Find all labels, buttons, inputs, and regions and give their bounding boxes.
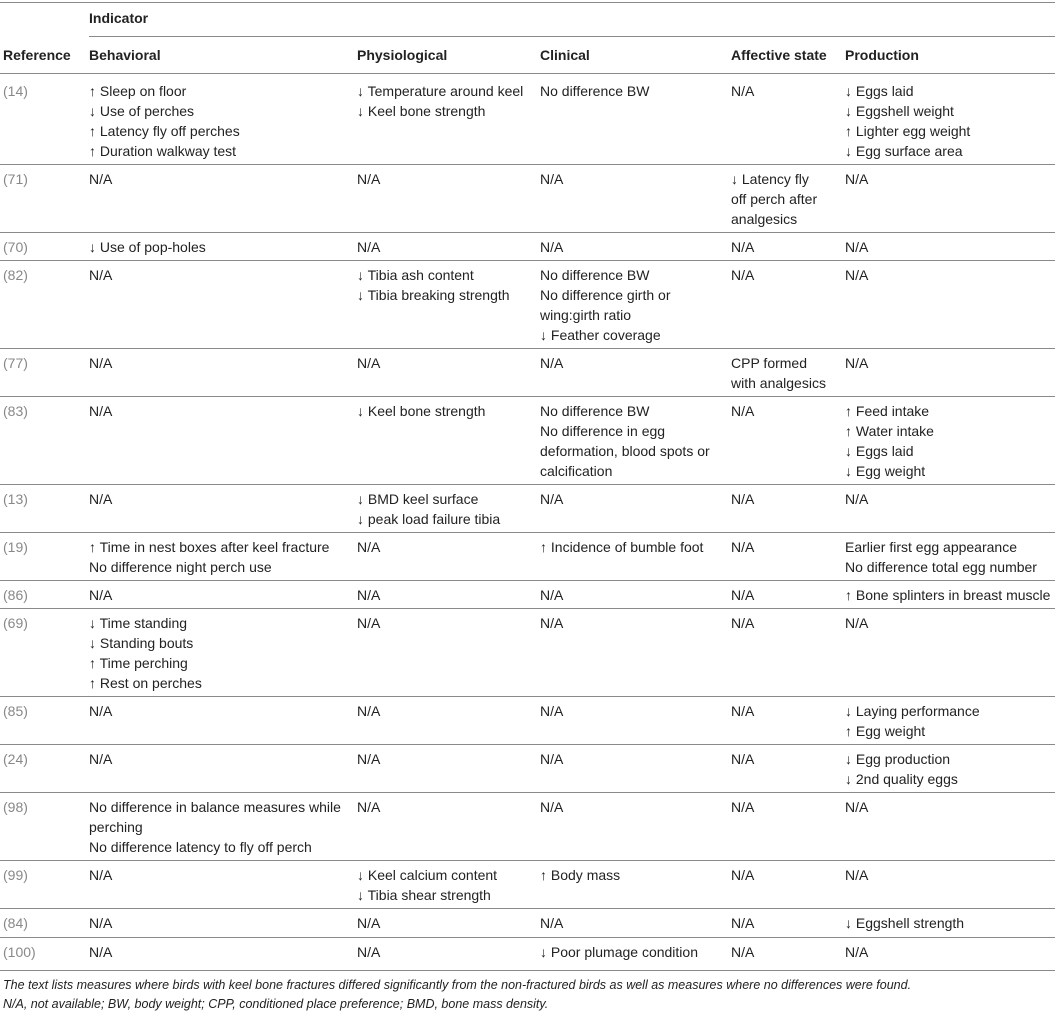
- affective-state-line: CPP formed: [731, 355, 807, 371]
- cell-clinical: [540, 81, 649, 101]
- cell-behavioral: [89, 585, 112, 605]
- affective-state-line: N/A: [731, 615, 755, 631]
- cell-production: [845, 537, 1037, 577]
- production-line: N/A: [845, 799, 869, 815]
- cell-production: [845, 797, 868, 817]
- behavioral-line: N/A: [89, 867, 113, 883]
- behavioral-line: N/A: [89, 587, 113, 603]
- cell-reference: [3, 749, 28, 769]
- physiological-line: N/A: [357, 703, 381, 719]
- production-line: No difference total egg number: [845, 559, 1037, 575]
- cell-physiological: [357, 913, 380, 933]
- cell-reference: [3, 81, 28, 101]
- cell-clinical: [540, 489, 563, 509]
- behavioral-line: N/A: [89, 915, 113, 931]
- cell-reference: [3, 353, 28, 373]
- cell-clinical: [540, 265, 670, 345]
- cell-behavioral: [89, 489, 112, 509]
- row-divider: [0, 908, 1055, 909]
- header-rule: [0, 73, 1055, 74]
- cell-physiological: [357, 701, 380, 721]
- production-line: N/A: [845, 267, 869, 283]
- production-line: ↑ Lighter egg weight: [845, 123, 971, 139]
- clinical-line: N/A: [540, 587, 564, 603]
- cell-production: [845, 613, 868, 633]
- clinical-line: No difference BW: [540, 403, 650, 419]
- clinical-line: ↑ Body mass: [540, 867, 621, 883]
- cell-affective-state: [731, 749, 754, 769]
- cell-reference: [3, 913, 28, 933]
- cell-behavioral: [89, 169, 112, 189]
- affective-state-line: N/A: [731, 915, 755, 931]
- row-divider: [0, 232, 1055, 233]
- cell-behavioral: [89, 401, 112, 421]
- affective-state-line: N/A: [731, 239, 755, 255]
- column-header-physiological: Physiological: [357, 47, 448, 63]
- cell-behavioral: [89, 797, 341, 857]
- cell-physiological: [357, 749, 380, 769]
- physiological-line: N/A: [357, 171, 381, 187]
- cell-behavioral: [89, 749, 112, 769]
- row-divider: [0, 937, 1055, 938]
- clinical-line: No difference in egg: [540, 423, 666, 439]
- cell-affective-state: [731, 797, 754, 817]
- cell-reference: [3, 169, 28, 189]
- affective-state-line: N/A: [731, 403, 755, 419]
- physiological-line: ↓ Tibia ash content: [357, 267, 474, 283]
- table-bottom-rule: [0, 970, 1055, 971]
- cell-physiological: [357, 237, 380, 257]
- row-divider: [0, 792, 1055, 793]
- behavioral-line: N/A: [89, 944, 113, 960]
- production-line: N/A: [845, 867, 869, 883]
- physiological-line: N/A: [357, 355, 381, 371]
- cell-clinical: [540, 237, 563, 257]
- row-divider: [0, 696, 1055, 697]
- row-divider: [0, 484, 1055, 485]
- physiological-line: ↓ Keel calcium content: [357, 867, 498, 883]
- affective-state-line: ↓ Latency fly: [731, 171, 809, 187]
- production-line: ↓ Egg production: [845, 751, 951, 767]
- clinical-line: ↓ Poor plumage condition: [540, 944, 698, 960]
- reference-line: (100): [3, 944, 36, 960]
- cell-production: [845, 169, 868, 189]
- production-line: ↓ Egg surface area: [845, 143, 963, 159]
- reference-line: (19): [3, 539, 28, 555]
- affective-state-line: N/A: [731, 267, 755, 283]
- physiological-line: ↓ Temperature around keel: [357, 83, 524, 99]
- affective-state-line: N/A: [731, 751, 755, 767]
- clinical-line: wing:girth ratio: [540, 307, 632, 323]
- production-line: ↑ Water intake: [845, 423, 934, 439]
- clinical-line: No difference BW: [540, 83, 650, 99]
- reference-line: (99): [3, 867, 28, 883]
- clinical-line: No difference BW: [540, 267, 650, 283]
- reference-line: (84): [3, 915, 28, 931]
- cell-affective-state: [731, 537, 754, 557]
- row-divider: [0, 348, 1055, 349]
- production-line: ↓ Eggs laid: [845, 443, 914, 459]
- physiological-line: N/A: [357, 944, 381, 960]
- clinical-line: N/A: [540, 171, 564, 187]
- cell-reference: [3, 401, 28, 421]
- behavioral-line: ↓ Standing bouts: [89, 635, 194, 651]
- indicator-group-label: Indicator: [89, 10, 149, 26]
- cell-reference: [3, 797, 28, 817]
- affective-state-line: N/A: [731, 799, 755, 815]
- physiological-line: ↓ Tibia shear strength: [357, 887, 491, 903]
- footnote-1: The text lists measures where birds with keel bone fractures differed significantly from the non-fractured birds as well as measures where no differences were found.: [3, 978, 912, 992]
- cell-clinical: [540, 537, 703, 557]
- cell-behavioral: [89, 913, 112, 933]
- production-line: ↓ Egg weight: [845, 463, 926, 479]
- clinical-line: No difference girth or: [540, 287, 671, 303]
- cell-physiological: [357, 489, 500, 529]
- behavioral-line: No difference in balance measures while: [89, 799, 341, 815]
- cell-affective-state: [731, 169, 817, 229]
- cell-production: [845, 585, 1050, 605]
- affective-state-line: N/A: [731, 587, 755, 603]
- cell-production: [845, 913, 964, 933]
- clinical-line: N/A: [540, 751, 564, 767]
- cell-production: [845, 353, 868, 373]
- cell-clinical: [540, 585, 563, 605]
- affective-state-line: N/A: [731, 539, 755, 555]
- cell-affective-state: [731, 353, 826, 393]
- affective-state-line: with analgesics: [731, 375, 826, 391]
- cell-affective-state: [731, 585, 754, 605]
- clinical-line: N/A: [540, 615, 564, 631]
- production-line: ↑ Bone splinters in breast muscle: [845, 587, 1051, 603]
- physiological-line: N/A: [357, 539, 381, 555]
- production-line: ↓ Laying performance: [845, 703, 980, 719]
- reference-line: (70): [3, 239, 28, 255]
- cell-production: [845, 865, 868, 885]
- cell-clinical: [540, 613, 563, 633]
- cell-production: [845, 265, 868, 285]
- cell-reference: [3, 265, 28, 285]
- cell-affective-state: [731, 401, 754, 421]
- behavioral-line: N/A: [89, 355, 113, 371]
- behavioral-line: ↓ Use of perches: [89, 103, 195, 119]
- cell-affective-state: [731, 913, 754, 933]
- cell-affective-state: [731, 265, 754, 285]
- cell-affective-state: [731, 701, 754, 721]
- clinical-line: deformation, blood spots or: [540, 443, 710, 459]
- cell-affective-state: [731, 489, 754, 509]
- reference-line: (83): [3, 403, 28, 419]
- cell-production: [845, 701, 980, 741]
- row-divider: [0, 608, 1055, 609]
- cell-affective-state: [731, 865, 754, 885]
- cell-physiological: [357, 81, 523, 121]
- cell-behavioral: [89, 537, 329, 577]
- cell-reference: [3, 585, 28, 605]
- column-header-behavioral: Behavioral: [89, 47, 161, 63]
- cell-physiological: [357, 353, 380, 373]
- production-line: Earlier first egg appearance: [845, 539, 1017, 555]
- behavioral-line: No difference night perch use: [89, 559, 272, 575]
- cell-clinical: [540, 913, 563, 933]
- cell-clinical: [540, 353, 563, 373]
- indicator-underline: [89, 36, 1055, 37]
- behavioral-line: N/A: [89, 267, 113, 283]
- row-divider: [0, 260, 1055, 261]
- reference-line: (86): [3, 587, 28, 603]
- affective-state-line: off perch after: [731, 191, 818, 207]
- column-header-affective-state: Affective state: [731, 47, 827, 63]
- cell-behavioral: [89, 265, 112, 285]
- column-header-reference: Reference: [3, 47, 71, 63]
- column-header-production: Production: [845, 47, 919, 63]
- cell-affective-state: [731, 237, 754, 257]
- cell-physiological: [357, 265, 510, 305]
- cell-reference: [3, 537, 28, 557]
- cell-clinical: [540, 701, 563, 721]
- physiological-line: ↓ Keel bone strength: [357, 403, 486, 419]
- table-top-rule: [0, 2, 1055, 3]
- clinical-line: N/A: [540, 239, 564, 255]
- production-line: ↓ Eggshell weight: [845, 103, 954, 119]
- cell-production: [845, 489, 868, 509]
- behavioral-line: ↑ Sleep on floor: [89, 83, 187, 99]
- cell-production: [845, 942, 868, 962]
- reference-line: (24): [3, 751, 28, 767]
- physiological-line: ↓ BMD keel surface: [357, 491, 479, 507]
- reference-line: (69): [3, 615, 28, 631]
- cell-reference: [3, 237, 28, 257]
- cell-production: [845, 401, 934, 481]
- behavioral-line: ↑ Time in nest boxes after keel fracture: [89, 539, 330, 555]
- production-line: ↓ Eggshell strength: [845, 915, 965, 931]
- cell-clinical: [540, 169, 563, 189]
- behavioral-line: No difference latency to fly off perch: [89, 839, 312, 855]
- cell-production: [845, 237, 868, 257]
- cell-physiological: [357, 169, 380, 189]
- cell-clinical: [540, 797, 563, 817]
- clinical-line: ↑ Incidence of bumble foot: [540, 539, 704, 555]
- behavioral-line: ↑ Duration walkway test: [89, 143, 237, 159]
- behavioral-line: ↓ Use of pop-holes: [89, 239, 206, 255]
- row-divider: [0, 532, 1055, 533]
- cell-reference: [3, 489, 28, 509]
- behavioral-line: ↓ Time standing: [89, 615, 188, 631]
- clinical-line: N/A: [540, 491, 564, 507]
- affective-state-line: N/A: [731, 867, 755, 883]
- production-line: N/A: [845, 239, 869, 255]
- physiological-line: N/A: [357, 915, 381, 931]
- cell-clinical: [540, 865, 620, 885]
- reference-line: (77): [3, 355, 28, 371]
- cell-behavioral: [89, 865, 112, 885]
- cell-behavioral: [89, 701, 112, 721]
- cell-clinical: [540, 401, 710, 481]
- cell-physiological: [357, 865, 497, 905]
- clinical-line: ↓ Feather coverage: [540, 327, 661, 343]
- production-line: N/A: [845, 491, 869, 507]
- cell-affective-state: [731, 942, 754, 962]
- cell-behavioral: [89, 942, 112, 962]
- behavioral-line: perching: [89, 819, 143, 835]
- row-divider: [0, 580, 1055, 581]
- row-divider: [0, 744, 1055, 745]
- cell-reference: [3, 942, 36, 962]
- affective-state-line: N/A: [731, 703, 755, 719]
- cell-physiological: [357, 613, 380, 633]
- behavioral-line: N/A: [89, 751, 113, 767]
- cell-physiological: [357, 537, 380, 557]
- behavioral-line: N/A: [89, 171, 113, 187]
- behavioral-line: N/A: [89, 491, 113, 507]
- production-line: N/A: [845, 944, 869, 960]
- reference-line: (85): [3, 703, 28, 719]
- behavioral-line: ↑ Latency fly off perches: [89, 123, 240, 139]
- physiological-line: N/A: [357, 751, 381, 767]
- cell-physiological: [357, 401, 485, 421]
- clinical-line: N/A: [540, 355, 564, 371]
- affective-state-line: N/A: [731, 83, 755, 99]
- cell-reference: [3, 701, 28, 721]
- behavioral-line: ↑ Rest on perches: [89, 675, 202, 691]
- production-line: ↓ Eggs laid: [845, 83, 914, 99]
- physiological-line: N/A: [357, 799, 381, 815]
- cell-physiological: [357, 797, 380, 817]
- cell-behavioral: [89, 613, 202, 693]
- clinical-line: calcification: [540, 463, 613, 479]
- cell-production: [845, 81, 970, 161]
- reference-line: (14): [3, 83, 28, 99]
- affective-state-line: analgesics: [731, 211, 798, 227]
- physiological-line: ↓ Keel bone strength: [357, 103, 486, 119]
- physiological-line: ↓ peak load failure tibia: [357, 511, 501, 527]
- behavioral-line: ↑ Time perching: [89, 655, 188, 671]
- production-line: N/A: [845, 171, 869, 187]
- production-line: N/A: [845, 615, 869, 631]
- cell-affective-state: [731, 613, 754, 633]
- cell-reference: [3, 613, 28, 633]
- cell-clinical: [540, 942, 698, 962]
- cell-reference: [3, 865, 28, 885]
- physiological-line: N/A: [357, 615, 381, 631]
- row-divider: [0, 396, 1055, 397]
- affective-state-line: N/A: [731, 944, 755, 960]
- production-line: ↑ Egg weight: [845, 723, 926, 739]
- cell-physiological: [357, 585, 380, 605]
- reference-line: (13): [3, 491, 28, 507]
- cell-physiological: [357, 942, 380, 962]
- physiological-line: N/A: [357, 587, 381, 603]
- reference-line: (82): [3, 267, 28, 283]
- production-line: N/A: [845, 355, 869, 371]
- row-divider: [0, 164, 1055, 165]
- cell-affective-state: [731, 81, 754, 101]
- cell-behavioral: [89, 237, 206, 257]
- physiological-line: ↓ Tibia breaking strength: [357, 287, 510, 303]
- cell-production: [845, 749, 958, 789]
- cell-behavioral: [89, 353, 112, 373]
- reference-line: (98): [3, 799, 28, 815]
- behavioral-line: N/A: [89, 403, 113, 419]
- column-header-clinical: Clinical: [540, 47, 590, 63]
- cell-clinical: [540, 749, 563, 769]
- cell-behavioral: [89, 81, 240, 161]
- clinical-line: N/A: [540, 703, 564, 719]
- clinical-line: N/A: [540, 799, 564, 815]
- footnote-2: N/A, not available; BW, body weight; CPP, conditioned place preference; BMD, bone mass density.: [3, 997, 549, 1011]
- behavioral-line: N/A: [89, 703, 113, 719]
- clinical-line: N/A: [540, 915, 564, 931]
- production-line: ↓ 2nd quality eggs: [845, 771, 958, 787]
- affective-state-line: N/A: [731, 491, 755, 507]
- physiological-line: N/A: [357, 239, 381, 255]
- production-line: ↑ Feed intake: [845, 403, 930, 419]
- row-divider: [0, 860, 1055, 861]
- reference-line: (71): [3, 171, 28, 187]
